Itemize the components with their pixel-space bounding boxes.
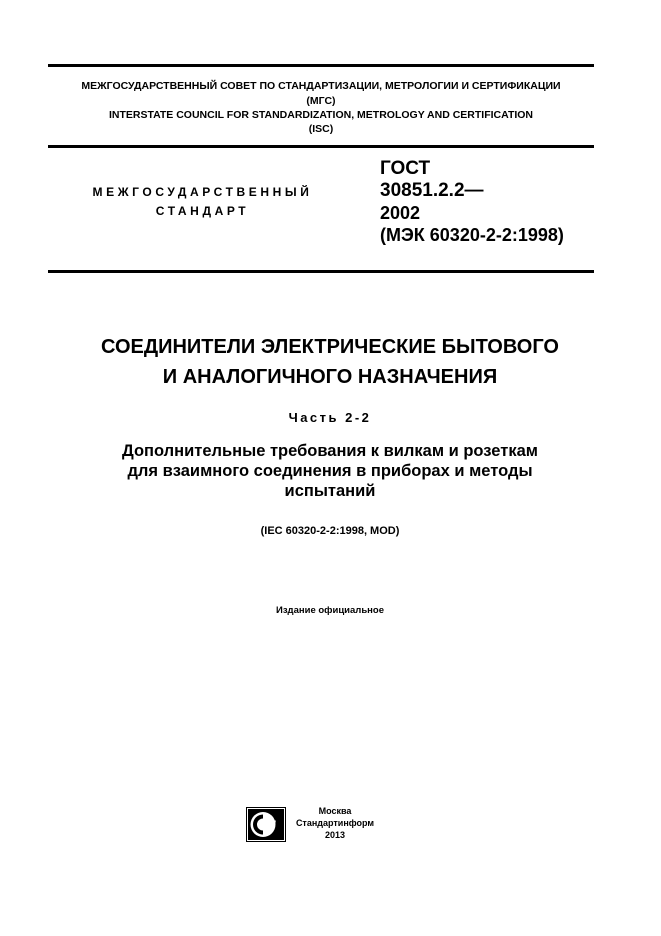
council-ru-line: МЕЖГОСУДАРСТВЕННЫЙ СОВЕТ ПО СТАНДАРТИЗАЦИИ, МЕТРОЛОГИИ И СЕРТИФИКАЦИИ	[81, 80, 561, 92]
top-rule	[48, 64, 594, 67]
standard-type-line2: СТАНДАРТ	[155, 204, 250, 218]
gost-iec-ref: (МЭК 60320-2-2:1998)	[380, 225, 564, 245]
standartinform-logo-icon	[246, 807, 286, 842]
main-title-line1: СОЕДИНИТЕЛИ ЭЛЕКТРИЧЕСКИЕ БЫТОВОГО	[101, 336, 559, 358]
subtitle-line2: для взаимного соединения в приборах и методы	[127, 462, 533, 480]
publisher-name: Стандартинформ	[295, 818, 375, 828]
publisher-info	[290, 805, 380, 841]
edition-label: Издание официальное	[276, 605, 384, 616]
header-rule	[48, 145, 594, 148]
subtitle-line1: Дополнительные требования к вилкам и розеткам	[122, 442, 538, 460]
designation-rule	[48, 270, 594, 273]
part-label: Часть 2-2	[288, 410, 372, 425]
council-en-line: INTERSTATE COUNCIL FOR STANDARDIZATION, METROLOGY AND CERTIFICATION	[108, 109, 534, 121]
council-ru-abbr: (МГС)	[306, 95, 336, 107]
council-en-abbr: (ISC)	[308, 123, 334, 135]
subtitle-line3: испытаний	[284, 482, 376, 500]
standard-type-line1: МЕЖГОСУДАРСТВЕННЫЙ	[92, 185, 313, 199]
main-title-line2: И АНАЛОГИЧНОГО НАЗНАЧЕНИЯ	[162, 366, 498, 388]
publisher-year: 2013	[324, 830, 346, 840]
gost-number: 30851.2.2—	[380, 180, 484, 201]
iec-mod-reference: (IEC 60320-2-2:1998, MOD)	[260, 525, 400, 537]
publisher-city: Москва	[318, 806, 352, 816]
gost-year: 2002	[380, 203, 421, 223]
svg-text:И: И	[267, 818, 276, 832]
gost-label: ГОСТ	[380, 158, 431, 179]
gost-designation	[380, 158, 610, 246]
